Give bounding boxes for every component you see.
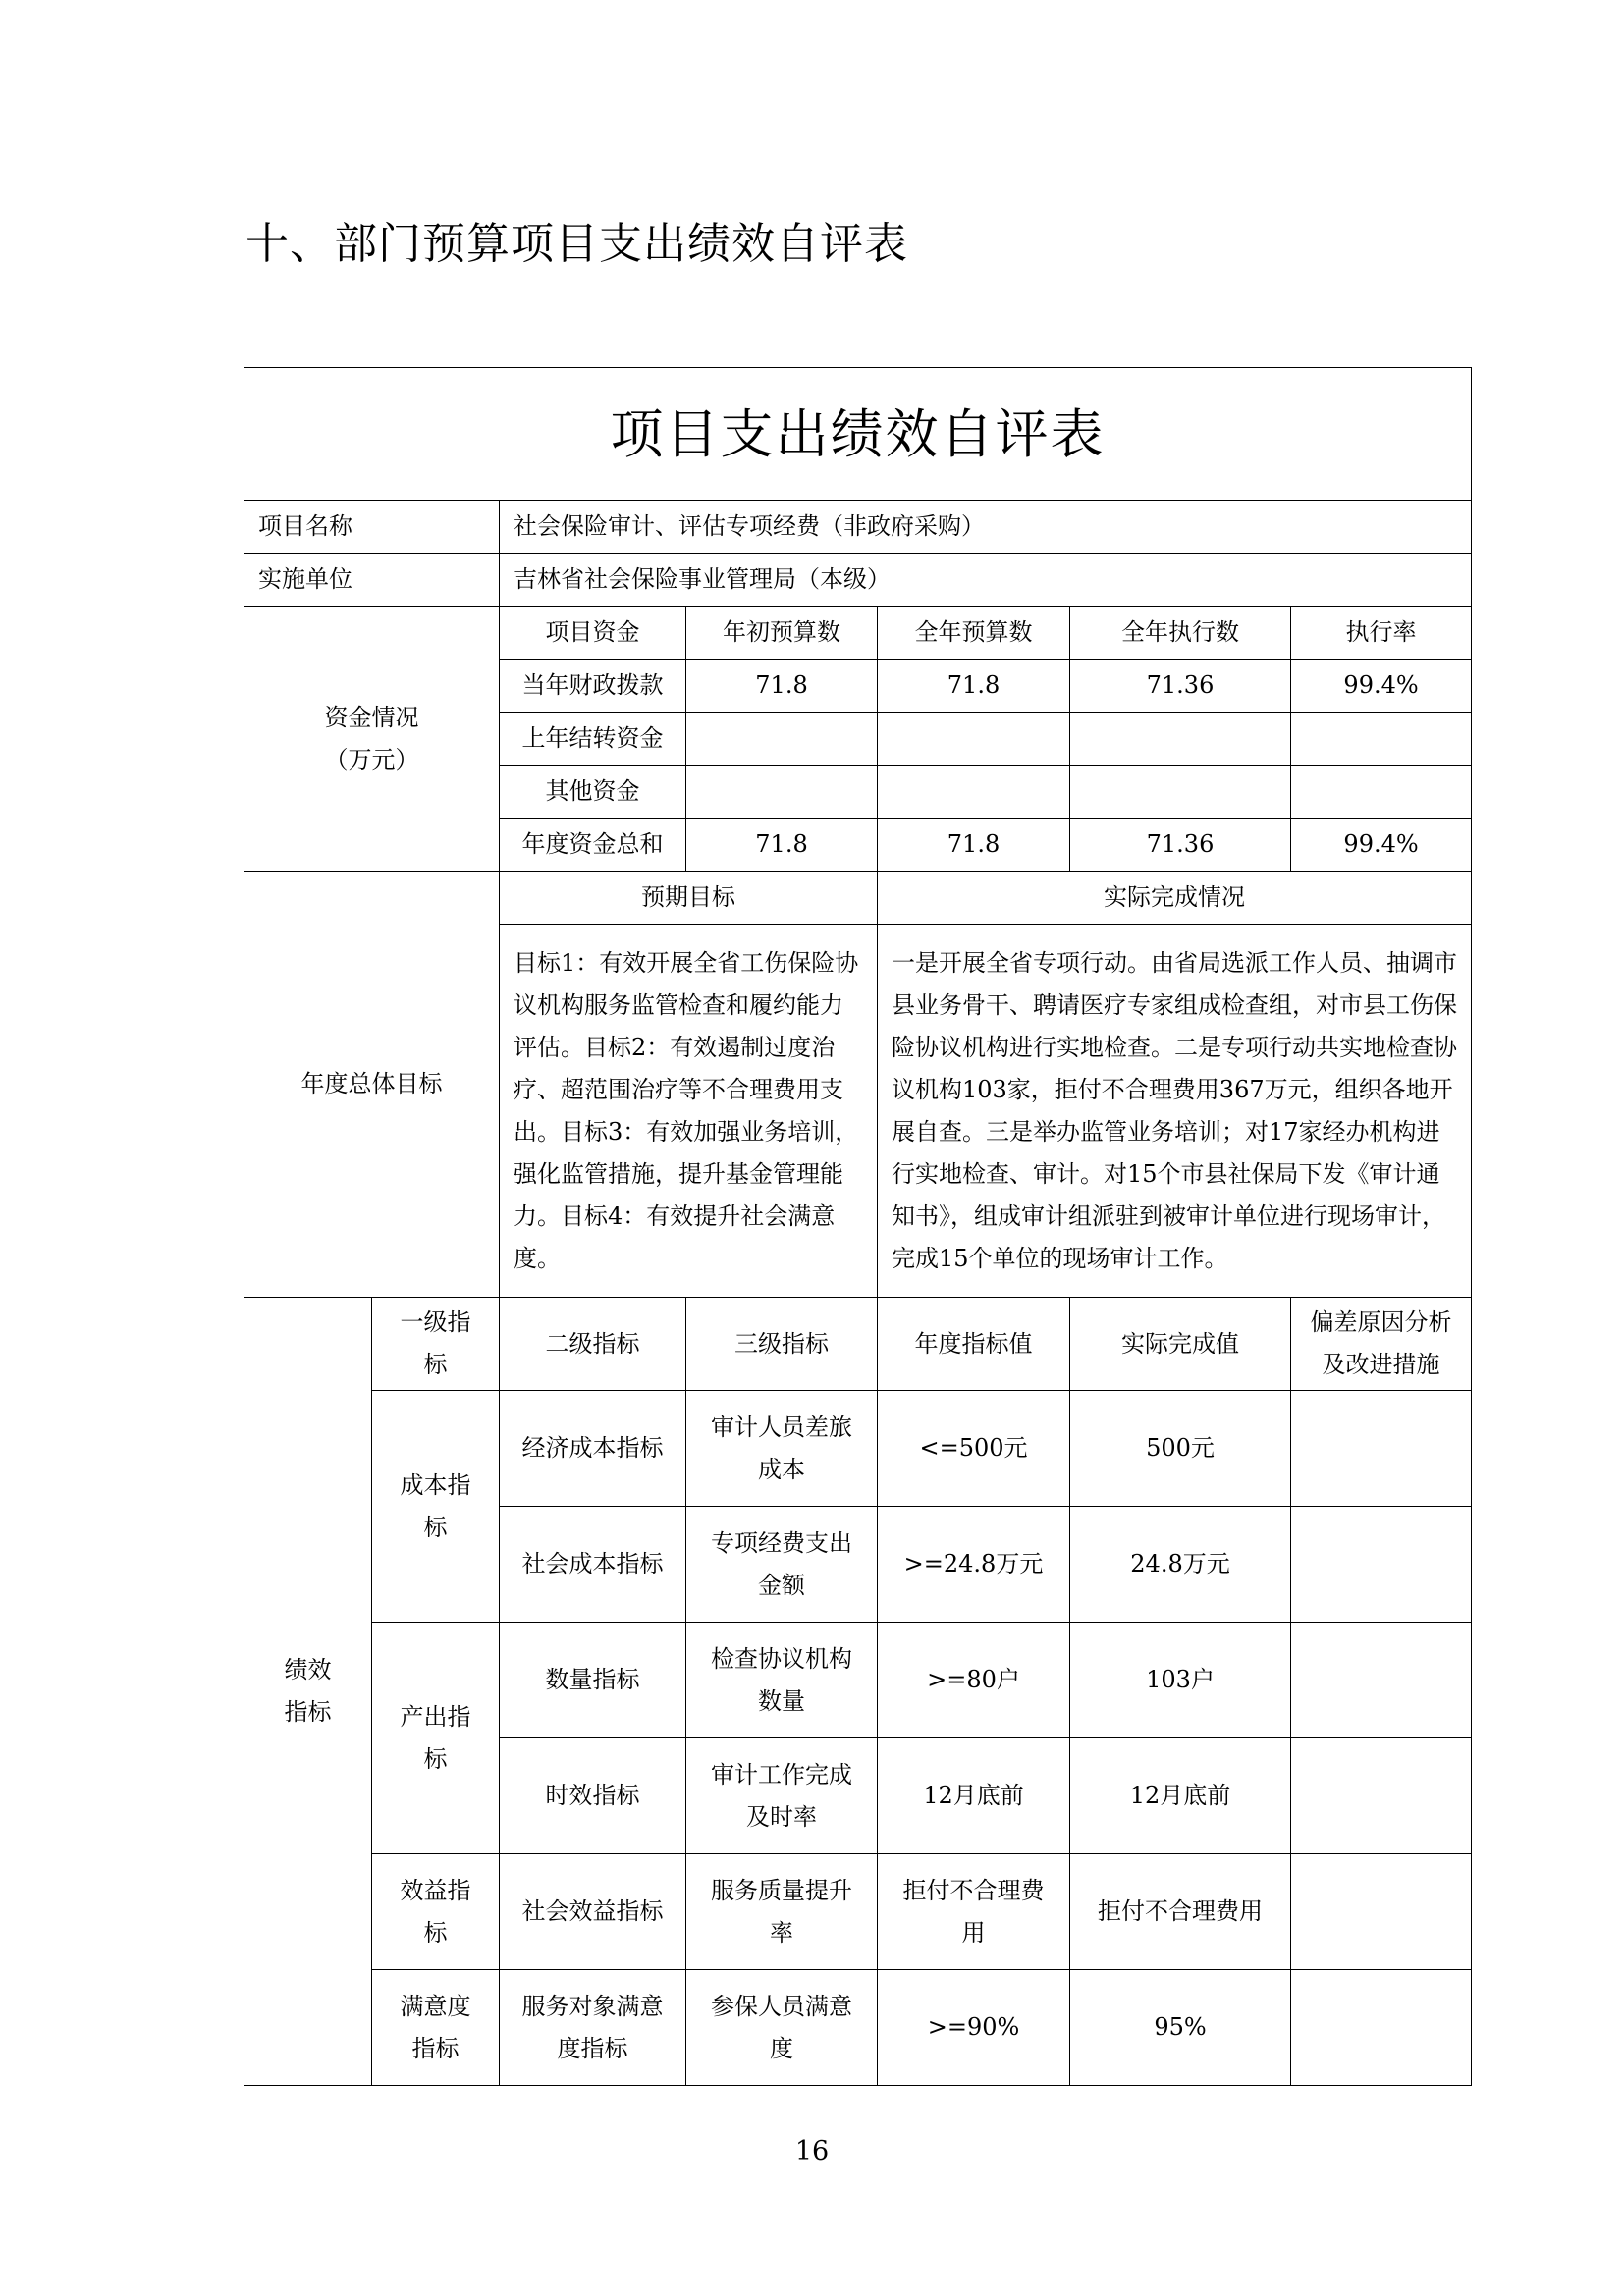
target-header: 年度指标值 bbox=[878, 1298, 1070, 1391]
target-cell: 12月底前 bbox=[878, 1738, 1070, 1854]
cell-line: 服务对象满意 bbox=[521, 1992, 664, 2020]
funds-cell: 99.4% bbox=[1291, 660, 1472, 713]
actual-cell: 拒付不合理费用 bbox=[1070, 1854, 1291, 1970]
funds-label-line2: （万元） bbox=[324, 745, 419, 774]
funds-cell bbox=[1291, 766, 1472, 819]
group-name-line: 标 bbox=[423, 1918, 448, 1947]
level2-cell: 时效指标 bbox=[500, 1738, 686, 1854]
funds-header-cell: 全年预算数 bbox=[878, 607, 1070, 660]
deviation-cell bbox=[1291, 1391, 1472, 1507]
funds-label-line1: 资金情况 bbox=[324, 703, 419, 731]
project-name-label: 项目名称 bbox=[244, 501, 500, 554]
deviation-cell bbox=[1291, 1854, 1472, 1970]
header-line: 偏差原因分析 bbox=[1310, 1308, 1452, 1336]
level2-cell bbox=[500, 1970, 686, 2086]
funds-cell: 71.8 bbox=[878, 660, 1070, 713]
funds-cell: 71.8 bbox=[686, 819, 878, 872]
cell-line: 用 bbox=[961, 1918, 986, 1947]
indicator-row bbox=[244, 1854, 1472, 1970]
actual-cell: 103户 bbox=[1070, 1623, 1291, 1738]
funds-cell bbox=[1070, 766, 1291, 819]
funds-cell: 71.36 bbox=[1070, 660, 1291, 713]
cell-line: 及时率 bbox=[746, 1802, 817, 1831]
funds-cell: 71.8 bbox=[878, 819, 1070, 872]
cell-line: 专项经费支出 bbox=[711, 1528, 852, 1557]
level3-cell bbox=[686, 1854, 878, 1970]
funds-header-row bbox=[244, 607, 1472, 660]
header-line: 标 bbox=[423, 1351, 448, 1378]
cell-line: 成本 bbox=[758, 1455, 805, 1483]
expected-goals-text: 目标1：有效开展全省工伤保险协议机构服务监管检查和履约能力评估。目标2：有效遏制过度治疗、超范围治疗等不合理费用支出。目标3：有效加强业务培训，强化监管措施，提升基金管理能力。目标4：有效提升社会满意度。 bbox=[500, 925, 878, 1298]
implementing-unit-value: 吉林省社会保险事业管理局（本级） bbox=[500, 554, 1472, 607]
implementing-unit-row bbox=[244, 554, 1472, 607]
funds-header-cell: 执行率 bbox=[1291, 607, 1472, 660]
deviation-header bbox=[1291, 1298, 1472, 1391]
funds-cell bbox=[1291, 713, 1472, 766]
level1-header bbox=[372, 1298, 500, 1391]
funds-cell: 上年结转资金 bbox=[500, 713, 686, 766]
group-name-line: 标 bbox=[423, 1513, 448, 1541]
header-line: 一级指 bbox=[400, 1308, 471, 1336]
indicator-row bbox=[244, 1391, 1472, 1507]
implementing-unit-label: 实施单位 bbox=[244, 554, 500, 607]
cell-line: 率 bbox=[770, 1918, 793, 1947]
header-line: 及改进措施 bbox=[1322, 1351, 1440, 1378]
funds-cell bbox=[1070, 713, 1291, 766]
satisfaction-indicator-group bbox=[372, 1970, 500, 2086]
level2-cell: 数量指标 bbox=[500, 1623, 686, 1738]
level3-cell bbox=[686, 1507, 878, 1623]
group-name-line: 效益指 bbox=[400, 1876, 471, 1904]
project-name-value: 社会保险审计、评估专项经费（非政府采购） bbox=[500, 501, 1472, 554]
actual-cell: 12月底前 bbox=[1070, 1738, 1291, 1854]
performance-indicators-label bbox=[244, 1298, 372, 2086]
annual-goals-label: 年度总体目标 bbox=[244, 872, 500, 1298]
actual-cell: 500元 bbox=[1070, 1391, 1291, 1507]
deviation-cell bbox=[1291, 1970, 1472, 2086]
funds-header-cell: 全年执行数 bbox=[1070, 607, 1291, 660]
target-cell: <=500元 bbox=[878, 1391, 1070, 1507]
level2-header: 二级指标 bbox=[500, 1298, 686, 1391]
page-number: 16 bbox=[794, 2136, 830, 2166]
indicator-header-row bbox=[244, 1298, 1472, 1391]
expected-goals-header: 预期目标 bbox=[500, 872, 878, 925]
target-cell: >=80户 bbox=[878, 1623, 1070, 1738]
funds-header-cell: 年初预算数 bbox=[686, 607, 878, 660]
cell-line: 数量 bbox=[758, 1686, 805, 1715]
funds-header-cell: 项目资金 bbox=[500, 607, 686, 660]
cell-line: 审计工作完成 bbox=[711, 1760, 852, 1789]
goals-header-row bbox=[244, 872, 1472, 925]
cost-indicator-group bbox=[372, 1391, 500, 1623]
funds-cell: 其他资金 bbox=[500, 766, 686, 819]
deviation-cell bbox=[1291, 1623, 1472, 1738]
target-cell: >=24.8万元 bbox=[878, 1507, 1070, 1623]
level2-cell: 经济成本指标 bbox=[500, 1391, 686, 1507]
level3-cell bbox=[686, 1623, 878, 1738]
table-title: 项目支出绩效自评表 bbox=[244, 368, 1472, 501]
cell-line: 审计人员差旅 bbox=[711, 1413, 852, 1441]
indicator-row bbox=[244, 1970, 1472, 2086]
funds-cell: 当年财政拨款 bbox=[500, 660, 686, 713]
cell-line: 参保人员满意 bbox=[711, 1992, 852, 2020]
actual-completion-text: 一是开展全省专项行动。由省局选派工作人员、抽调市县业务骨干、聘请医疗专家组成检查组，对市县工伤保险协议机构进行实地检查。二是专项行动共实地检查协议机构103家，拒付不合理费用367万元，组织各地开展自查。三是举办监管业务培训；对17家经办机构进行实地检查、审计。对15个市县社保局下发《审计通知书》，组成审计组派驻到被审计单位进行现场审计，完成15个单位的现场审计工作。 bbox=[878, 925, 1472, 1298]
actual-cell: 95% bbox=[1070, 1970, 1291, 2086]
deviation-cell bbox=[1291, 1738, 1472, 1854]
group-name-line: 满意度 bbox=[400, 1992, 471, 2020]
target-cell bbox=[878, 1854, 1070, 1970]
cell-line: 检查协议机构 bbox=[711, 1644, 852, 1673]
section-heading: 十、部门预算项目支出绩效自评表 bbox=[245, 219, 908, 269]
performance-evaluation-table bbox=[244, 367, 1472, 2086]
level3-cell bbox=[686, 1391, 878, 1507]
level2-cell: 社会效益指标 bbox=[500, 1854, 686, 1970]
level3-header: 三级指标 bbox=[686, 1298, 878, 1391]
group-name-line: 产出指 bbox=[400, 1702, 471, 1731]
funds-cell: 年度资金总和 bbox=[500, 819, 686, 872]
cell-line: 拒付不合理费 bbox=[902, 1876, 1045, 1904]
cell-line: 度 bbox=[770, 2034, 793, 2062]
level3-cell bbox=[686, 1970, 878, 2086]
cell-line: 金额 bbox=[758, 1571, 805, 1599]
level3-cell bbox=[686, 1738, 878, 1854]
level2-cell: 社会成本指标 bbox=[500, 1507, 686, 1623]
performance-label-line1: 绩效 bbox=[284, 1656, 332, 1683]
funds-cell bbox=[878, 713, 1070, 766]
indicator-row bbox=[244, 1623, 1472, 1738]
funds-label bbox=[244, 607, 500, 872]
funds-cell bbox=[878, 766, 1070, 819]
group-name-line: 指标 bbox=[411, 2034, 460, 2062]
actual-completion-header: 实际完成情况 bbox=[878, 872, 1472, 925]
cell-line: 服务质量提升 bbox=[711, 1876, 852, 1904]
funds-cell: 71.8 bbox=[686, 660, 878, 713]
funds-cell bbox=[686, 713, 878, 766]
output-indicator-group bbox=[372, 1623, 500, 1854]
group-name-line: 标 bbox=[423, 1744, 448, 1773]
cell-line: 度指标 bbox=[557, 2034, 628, 2062]
funds-cell: 99.4% bbox=[1291, 819, 1472, 872]
actual-cell: 24.8万元 bbox=[1070, 1507, 1291, 1623]
benefit-indicator-group bbox=[372, 1854, 500, 1970]
group-name-line: 成本指 bbox=[400, 1470, 471, 1499]
deviation-cell bbox=[1291, 1507, 1472, 1623]
project-name-row bbox=[244, 501, 1472, 554]
target-cell: >=90% bbox=[878, 1970, 1070, 2086]
funds-cell: 71.36 bbox=[1070, 819, 1291, 872]
performance-label-line2: 指标 bbox=[284, 1698, 332, 1726]
funds-cell bbox=[686, 766, 878, 819]
actual-header: 实际完成值 bbox=[1070, 1298, 1291, 1391]
